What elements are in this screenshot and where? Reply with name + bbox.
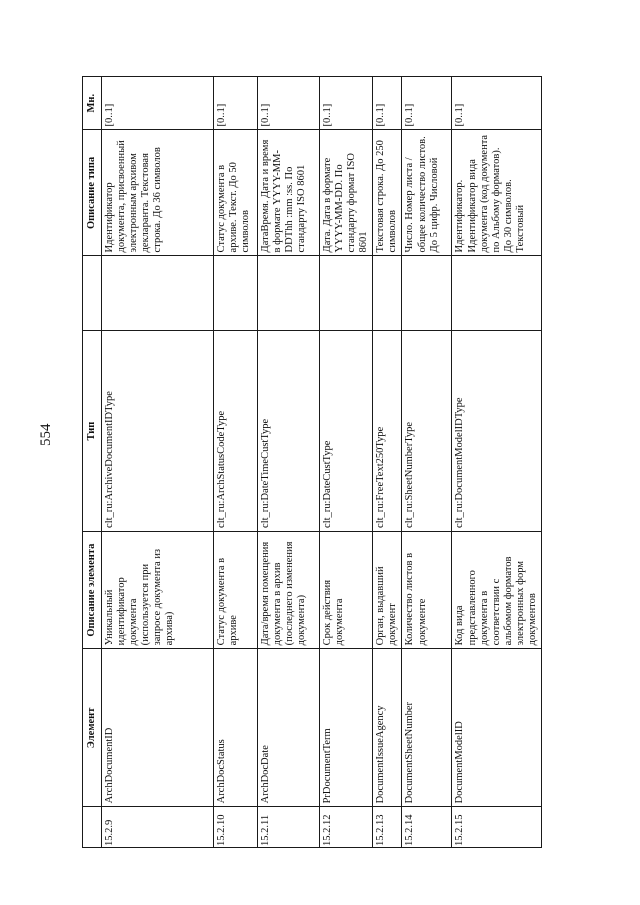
row-type: clt_ru:DateCustType	[320, 331, 373, 532]
row-blank	[402, 256, 452, 331]
row-blank	[102, 256, 214, 331]
row-type-description: Число. Номер листа / общее количество листов. До 5 цифр. Числовой	[402, 130, 452, 256]
row-element: ArchDocStatus	[214, 649, 258, 807]
row-element: DocumentIssueAgency	[373, 649, 402, 807]
row-number: 15.2.13	[373, 807, 402, 848]
row-multiplicity: [0..1]	[373, 77, 402, 130]
row-multiplicity: [0..1]	[452, 77, 541, 130]
table-row	[373, 77, 402, 848]
row-type: clt_ru:ArchStatusCodeType	[214, 331, 258, 532]
header-number	[83, 807, 102, 848]
row-element-description: Код вида представленного документа в соответствии с альбомом форматов электронных форм документов	[452, 531, 541, 648]
page-number: 554	[38, 423, 54, 446]
table-row	[258, 77, 320, 848]
row-multiplicity: [0..1]	[214, 77, 258, 130]
row-blank	[320, 256, 373, 331]
row-type: clt_ru:SheetNumberType	[402, 331, 452, 532]
header-type: Тип	[83, 331, 102, 532]
row-type-description: Идентификатор. Идентификатор вида документа (код документа по Альбому форматов). До 30 символов. Текстовый	[452, 130, 541, 256]
row-element: DocumentSheetNumber	[402, 649, 452, 807]
table-header-row	[83, 77, 102, 848]
rotated-page-content	[82, 76, 542, 848]
row-element: ArchDocumentID	[102, 649, 214, 807]
row-element: ArchDocDate	[258, 649, 320, 807]
row-element-description: Орган, выдавший документ	[373, 531, 402, 648]
row-type-description: ДатаВремя. Дата и время в формате YYYY-MM-DDThh :mm :ss. По стандарту ISO 8601	[258, 130, 320, 256]
row-multiplicity: [0..1]	[402, 77, 452, 130]
header-element: Элемент	[83, 649, 102, 807]
header-type-description: Описание типа	[83, 130, 102, 256]
row-element-description: Срок действия документа	[320, 531, 373, 648]
row-type: clt_ru:ArchiveDocumentIDType	[102, 331, 214, 532]
row-type-description: Идентификатор документа, присвоенный электронным архивом декларанта. Текстовая строка. До 36 символов	[102, 130, 214, 256]
row-type-description: Дата. Дата в формате YYYY-MM-DD. По стандарту формат ISO 8601	[320, 130, 373, 256]
row-element-description: Дата/время помещения документа в архив (последнего изменения документа)	[258, 531, 320, 648]
row-multiplicity: [0..1]	[102, 77, 214, 130]
header-element-description: Описание элемента	[83, 531, 102, 648]
row-number: 15.2.15	[452, 807, 541, 848]
row-element: DocumentModelID	[452, 649, 541, 807]
row-type: clt_ru:DateTimeCustType	[258, 331, 320, 532]
row-number: 15.2.9	[102, 807, 214, 848]
header-blank	[83, 256, 102, 331]
row-type-description: Текстовая строка. До 250 символов	[373, 130, 402, 256]
row-type: clt_ru:DocumentModelIDType	[452, 331, 541, 532]
row-blank	[373, 256, 402, 331]
row-element-description: Уникальный идентификатор документа (используется при запросе документа из архива)	[102, 531, 214, 648]
row-blank	[452, 256, 541, 331]
row-number: 15.2.11	[258, 807, 320, 848]
table-row	[402, 77, 452, 848]
row-number: 15.2.12	[320, 807, 373, 848]
row-type: clt_ru:FreeText250Type	[373, 331, 402, 532]
row-element: PrDocumentTerm	[320, 649, 373, 807]
table-row	[214, 77, 258, 848]
table-row	[102, 77, 214, 848]
table-row	[320, 77, 373, 848]
row-multiplicity: [0..1]	[320, 77, 373, 130]
row-multiplicity: [0..1]	[258, 77, 320, 130]
row-number: 15.2.10	[214, 807, 258, 848]
row-blank	[258, 256, 320, 331]
row-element-description: Статус документа в архиве	[214, 531, 258, 648]
table-row	[452, 77, 541, 848]
specification-table	[82, 76, 542, 848]
row-number: 15.2.14	[402, 807, 452, 848]
row-type-description: Статус документа в архиве. Текст. До 50 символов	[214, 130, 258, 256]
row-blank	[214, 256, 258, 331]
row-element-description: Количество листов в документе	[402, 531, 452, 648]
header-multiplicity: Мн.	[83, 77, 102, 130]
